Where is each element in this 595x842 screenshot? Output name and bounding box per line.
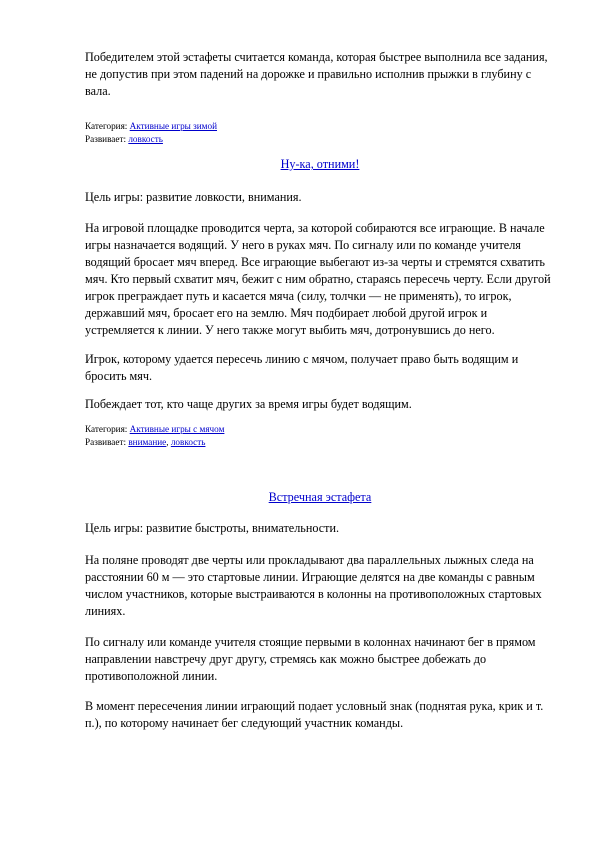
category-line bbox=[85, 423, 555, 436]
category-link-winter-games[interactable]: Активные игры зимой bbox=[129, 121, 218, 131]
relay-conclusion-paragraph: Победителем этой эстафеты считается команда, которая быстрее выполнила все задания, не допустив при этом падений на дорожке и правильно исполнив прыжки в глубину с вала. bbox=[85, 50, 548, 98]
game-rules-paragraph: По сигналу или команде учителя стоящие первыми в колоннах начинают бег в прямом направлении навстречу друг другу, стремясь как можно быстрее добежать до противоположной линии. bbox=[85, 635, 536, 683]
develops-line bbox=[85, 133, 555, 146]
game-title-wrapper bbox=[85, 156, 555, 173]
game-rules-paragraph: Игрок, которому удается пересечь линию с мячом, получает право быть водящим и бросить мяч. bbox=[85, 352, 519, 383]
develops-line bbox=[85, 436, 555, 449]
game-rules-paragraph: На поляне проводят две черты или прокладывают два параллельных лыжных следа на расстоянии 60 м — это стартовые линии. Играющие делятся на две команды с равным числом участников, которые выстраиваются в колонны на противоположных стартовых линиях. bbox=[85, 553, 542, 618]
develops-link-agility[interactable]: ловкость bbox=[170, 436, 206, 447]
develops-link-agility[interactable]: ловкость bbox=[128, 133, 163, 144]
game-winner-paragraph: Побеждает тот, кто чаще других за время игры будет водящим. bbox=[85, 397, 412, 411]
game-goal: Цель игры: развитие ловкости, внимания. bbox=[85, 190, 302, 204]
develops-label: Развивает: bbox=[85, 436, 127, 447]
category-label: Категория: bbox=[85, 121, 128, 131]
game-rules-paragraph: В момент пересечения линии играющий подает условный знак (поднятая рука, крик и т. п.), по которому начинает бег следующий участник команды. bbox=[85, 699, 544, 730]
game-rules-paragraph: На игровой площадке проводится черта, за которой собираются все играющие. В начале игры назначается водящий. У него в руках мяч. По сигналу или по команде учителя водящий бросает мяч вперед. Все играющие выбегают из-за черты и стремятся схватить мяч. Кто первый схватит мяч, бежит с ним обратно, стараясь пересечь черту. Если другой игрок преграждает путь и касается мяча (силу, толчки — не применять), то игрок, державший мяч, бросает его на землю. Мяч подбирает любой другой игрок и устремляется к линии. У него также могут выбить мяч, дотронувшись до него. bbox=[85, 221, 551, 337]
document-page bbox=[85, 49, 555, 732]
game-goal: Цель игры: развитие быстроты, внимательности. bbox=[85, 521, 340, 535]
develops-separator: , bbox=[166, 436, 169, 447]
develops-link-attention[interactable]: внимание bbox=[128, 436, 167, 447]
game-title-link-nu-ka-otnimi[interactable]: Ну-ка, отними! bbox=[280, 157, 360, 171]
game-title-wrapper bbox=[85, 489, 555, 506]
category-label: Категория: bbox=[85, 424, 128, 434]
category-line bbox=[85, 120, 555, 133]
develops-label: Развивает: bbox=[85, 133, 127, 144]
game-title-link-counter-relay[interactable]: Встречная эстафета bbox=[268, 490, 372, 504]
category-link-ball-games[interactable]: Активные игры с мячом bbox=[129, 424, 225, 434]
